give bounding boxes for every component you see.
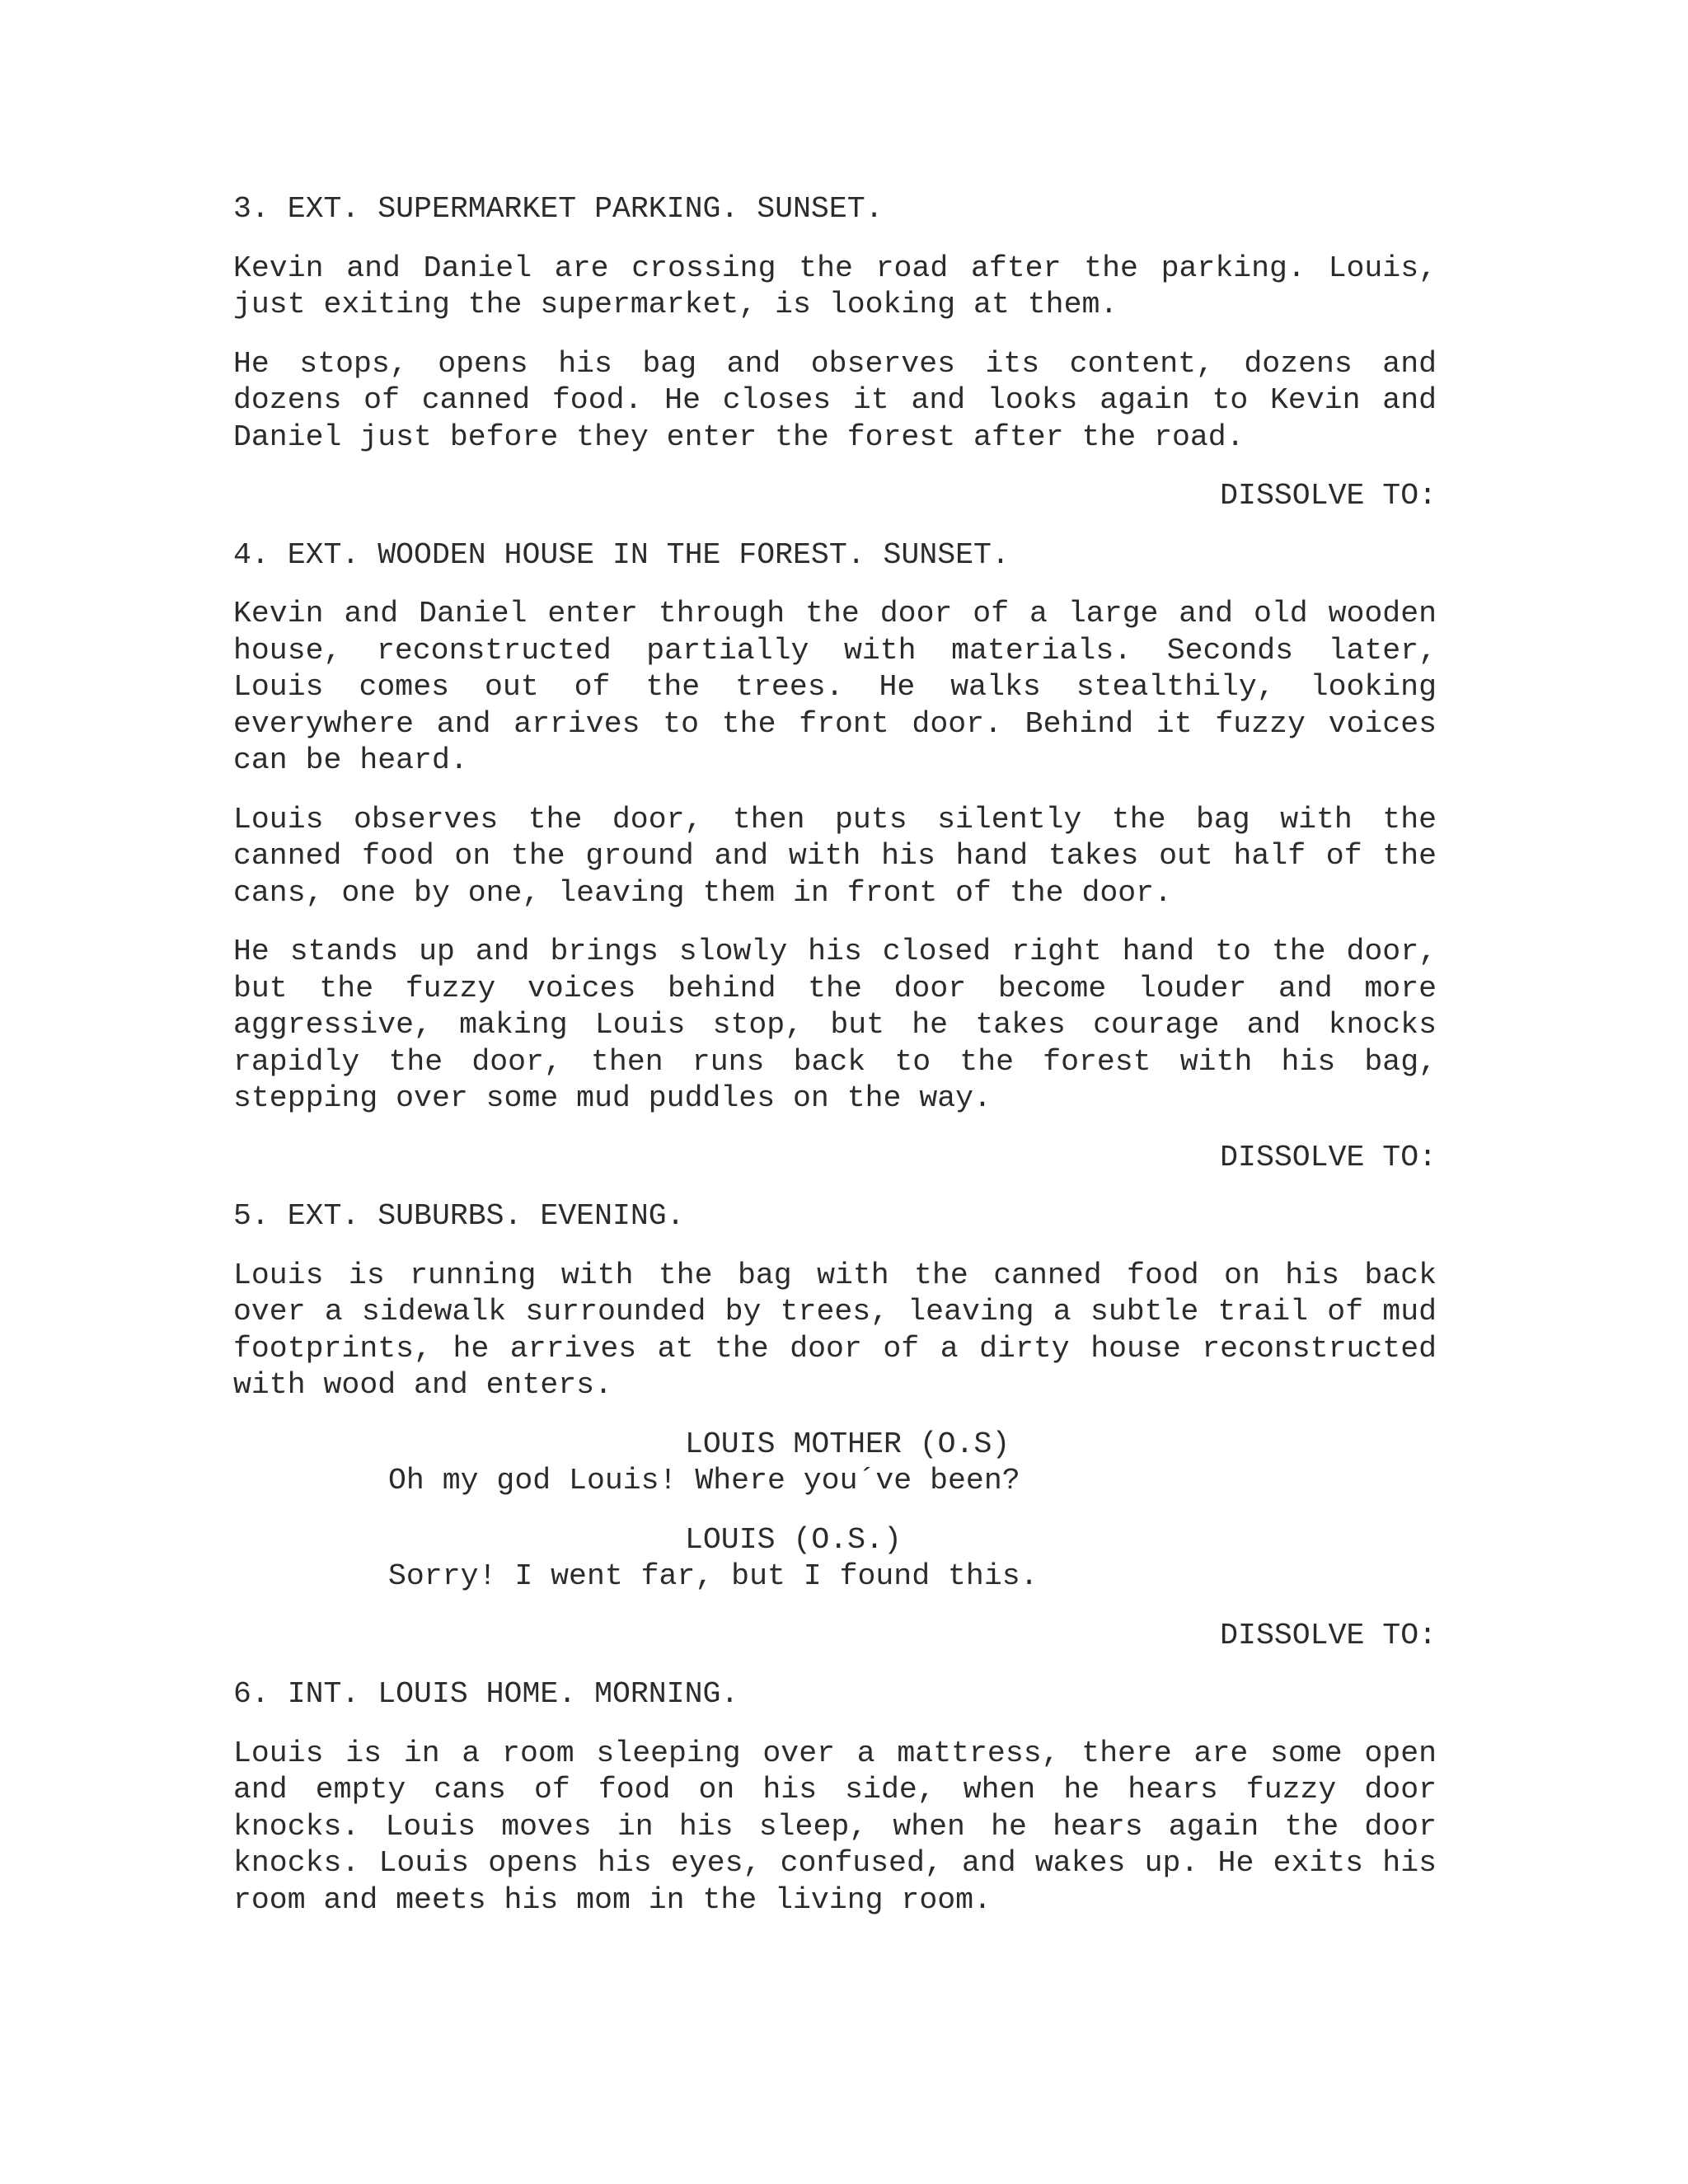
action-paragraph: Kevin and Daniel are crossing the road after the parking. Louis, just exiting the supermarket, is looking at them. [233, 251, 1437, 321]
dialogue-block [233, 1522, 1437, 1596]
action-paragraph: Louis is running with the bag with the canned food on his back over a sidewalk surrounded by trees, leaving a subtle trail of mud footprints, he arrives at the door of a dirty house reconstructed with wood and enters. [233, 1258, 1437, 1402]
scene-heading: 6. INT. LOUIS HOME. MORNING. [233, 1677, 739, 1711]
character-name: LOUIS (O.S.) [685, 1522, 902, 1557]
dialogue-line: Sorry! I went far, but I found this. [388, 1559, 1039, 1593]
scene-heading: 3. EXT. SUPERMARKET PARKING. SUNSET. [233, 192, 884, 226]
dialogue-block [233, 1427, 1437, 1500]
action-paragraph: Louis observes the door, then puts silently the bag with the canned food on the ground and with his hand takes out half of the cans, one by one, leaving them in front of the door. [233, 802, 1437, 910]
action-paragraph: He stands up and brings slowly his closed right hand to the door, but the fuzzy voices behind the door become louder and more aggressive, making Louis stop, but he takes courage and knocks rapidly the door, then runs back to the forest with his bag, stepping over some mud puddles on the way. [233, 935, 1437, 1115]
screenplay-body [233, 191, 1437, 1941]
action-paragraph: Louis is in a room sleeping over a mattress, there are some open and empty cans of food on his side, when he hears fuzzy door knocks. Louis moves in his sleep, when he hears again the door knocks. Louis opens his eyes, confused, and wakes up. He exits his room and meets his mom in the living room. [233, 1736, 1437, 1917]
transition: DISSOLVE TO: [1220, 1140, 1437, 1174]
transition: DISSOLVE TO: [1220, 479, 1437, 513]
scene-heading: 5. EXT. SUBURBS. EVENING. [233, 1199, 685, 1233]
scene-heading: 4. EXT. WOODEN HOUSE IN THE FOREST. SUNSET. [233, 537, 1010, 572]
action-paragraph: He stops, opens his bag and observes its content, dozens and dozens of canned food. He closes it and looks again to Kevin and Daniel just before they enter the forest after the road. [233, 346, 1437, 454]
dialogue-line: Oh my god Louis! Where you´ve been? [388, 1464, 1020, 1497]
action-paragraph: Kevin and Daniel enter through the door of a large and old wooden house, reconstructed partially with materials. Seconds later, Louis comes out of the trees. He walks stealthily, looking everywhere and arrives to the front door. Behind it fuzzy voices can be heard. [233, 597, 1437, 777]
character-name: LOUIS MOTHER (O.S) [685, 1427, 1010, 1461]
transition: DISSOLVE TO: [1220, 1618, 1437, 1652]
